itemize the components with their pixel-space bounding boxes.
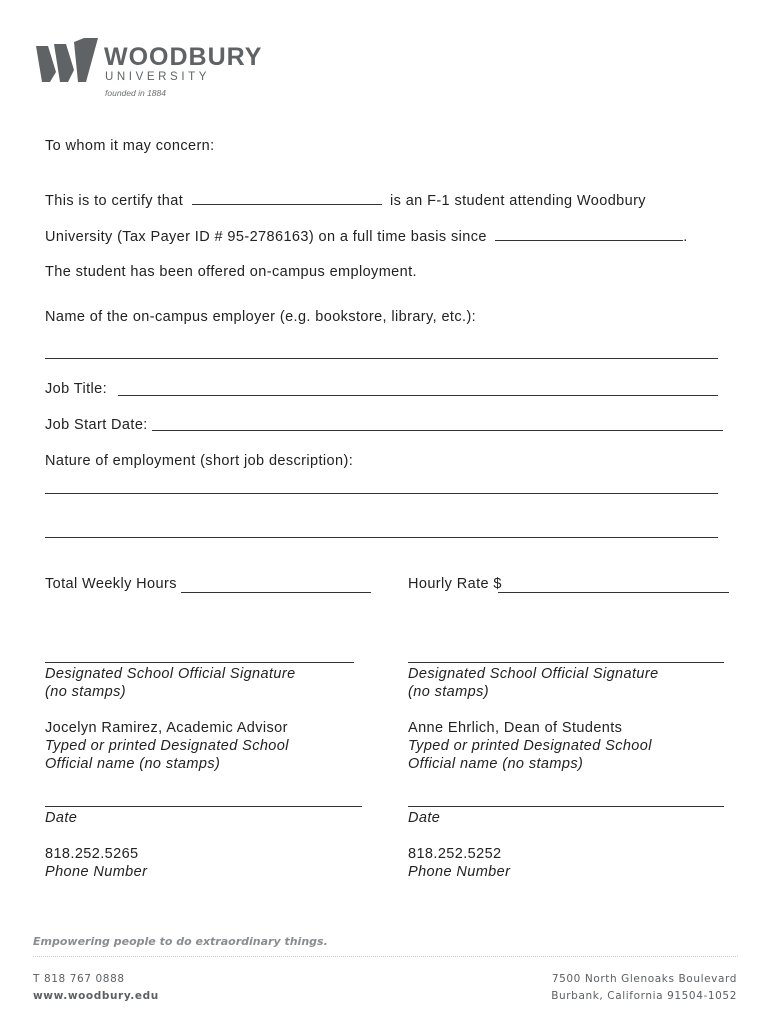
job-start-label: Job Start Date: [45, 417, 148, 433]
student-name-field[interactable] [192, 192, 382, 205]
footer-address-1: 7500 North Glenoaks Boulevard [551, 973, 737, 985]
left-phone-label: Phone Number [45, 864, 148, 880]
hourly-rate-field[interactable] [498, 592, 729, 593]
weekly-hours-label: Total Weekly Hours [45, 576, 177, 592]
hourly-rate-label: Hourly Rate $ [408, 576, 502, 592]
left-phone: 818.252.5265 [45, 846, 139, 862]
job-title-field[interactable] [118, 395, 718, 396]
job-start-field[interactable] [152, 430, 723, 431]
woodbury-w-mark-icon [34, 36, 100, 82]
right-date-label: Date [408, 810, 441, 826]
right-phone-label: Phone Number [408, 864, 511, 880]
left-official-name: Jocelyn Ramirez, Academic Advisor [45, 720, 288, 736]
left-typed-1: Typed or printed Designated School [45, 738, 289, 754]
logo-founded: founded in 1884 [105, 88, 166, 98]
left-signature-field[interactable] [45, 662, 354, 663]
weekly-hours-field[interactable] [181, 592, 371, 593]
certify-suffix: is an F-1 student attending Woodbury [390, 193, 646, 209]
job-title-label: Job Title: [45, 381, 108, 397]
offered-text: The student has been offered on-campus employment. [45, 264, 417, 280]
university-line [45, 228, 688, 245]
employer-label: Name of the on-campus employer (e.g. bookstore, library, etc.): [45, 309, 477, 325]
right-signature-label: Designated School Official Signature [408, 666, 659, 682]
certify-line [45, 192, 646, 209]
since-date-field[interactable] [495, 228, 683, 241]
university-line-text: University (Tax Payer ID # 95-2786163) on a full time basis since [45, 229, 487, 245]
right-typed-1: Typed or printed Designated School [408, 738, 652, 754]
right-no-stamps: (no stamps) [408, 684, 489, 700]
footer-tagline: Empowering people to do extraordinary things. [33, 935, 328, 948]
certify-prefix: This is to certify that [45, 193, 184, 209]
right-signature-field[interactable] [408, 662, 724, 663]
left-typed-2: Official name (no stamps) [45, 756, 221, 772]
logo-university: UNIVERSITY [105, 71, 211, 83]
nature-field-line-2[interactable] [45, 537, 718, 538]
right-phone: 818.252.5252 [408, 846, 502, 862]
salutation: To whom it may concern: [45, 138, 215, 154]
woodbury-logo [34, 36, 274, 106]
footer-address-2: Burbank, California 91504-1052 [551, 990, 737, 1002]
left-signature-label: Designated School Official Signature [45, 666, 296, 682]
logo-wordmark: WOODBURY [104, 43, 263, 71]
footer-website[interactable]: www.woodbury.edu [33, 990, 159, 1002]
left-date-field[interactable] [45, 806, 362, 807]
footer-phone: T 818 767 0888 [33, 973, 125, 985]
footer-divider [33, 956, 738, 957]
right-typed-2: Official name (no stamps) [408, 756, 584, 772]
period: . [683, 229, 688, 245]
employer-field[interactable] [45, 358, 718, 359]
nature-field-line-1[interactable] [45, 493, 718, 494]
right-official-name: Anne Ehrlich, Dean of Students [408, 720, 623, 736]
left-no-stamps: (no stamps) [45, 684, 126, 700]
left-date-label: Date [45, 810, 78, 826]
right-date-field[interactable] [408, 806, 724, 807]
nature-label: Nature of employment (short job description): [45, 453, 354, 469]
